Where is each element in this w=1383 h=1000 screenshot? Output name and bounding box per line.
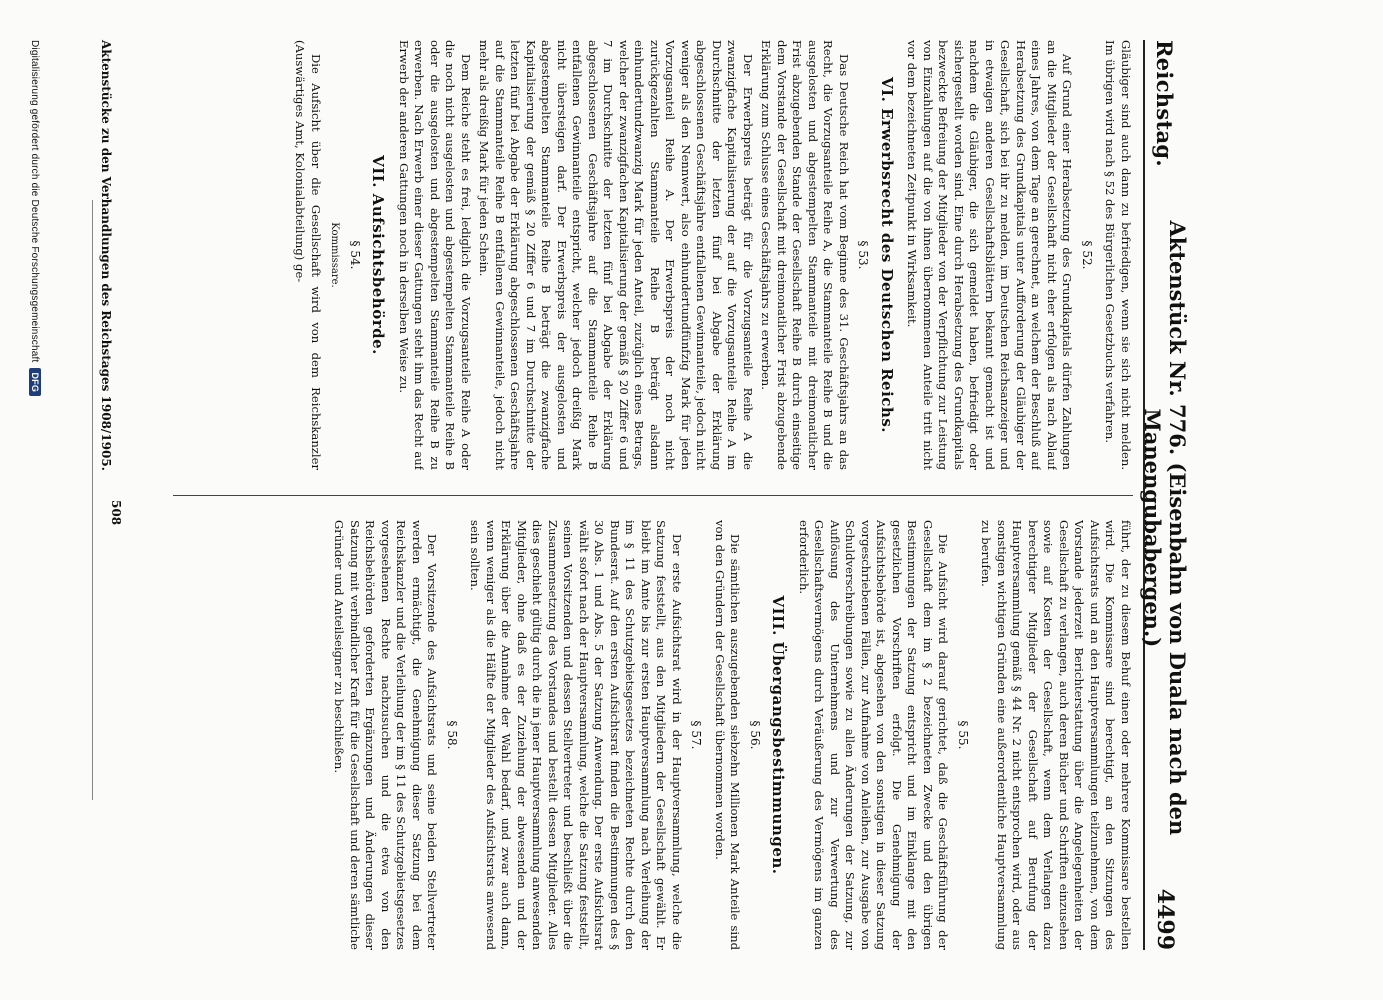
header-reichstag: Reichstag.	[1152, 40, 1178, 167]
right-text-column	[133, 520, 1133, 950]
paragraph: Die sämtlichen auszugebenden siebzehn Millionen Mark Anteile sind von den Gründern der Gesellschaft übernommen worden.	[713, 520, 743, 950]
page-header	[1140, 40, 1190, 950]
subheading: Kommissare.	[329, 222, 341, 288]
paragraph: Die Aufsicht über die Gesellschaft wird von dem Reichskanzler (Auswärtiges Amt, Kolonialabteilung) ge-	[293, 40, 323, 470]
paragraph-number: § 56.	[748, 720, 762, 750]
digitization-note	[29, 40, 41, 960]
paragraph: führt, der zu diesem Behuf einen oder mehrere Kommissare bestellen wird. Die Kommissare sind berechtigt, an den Sitzungen des Aufsichtsrats und an den Hauptversammlungen teilzunehmen, von dem Vorstande jederzeit Berichterstattung über die Angelegenheiten der Gesellschaft zu verlangen, auch deren Bücher und Schriften einzusehen sowie auf Kosten der Gesellschaft, wenn dem Verlangen dazu berechtigter Mitglieder der Gesellschaft auf Berufung der Hauptversammlung gemäß § 44 Nr. 2 nicht entsprochen wird, oder aus sonstigen wichtigen Gründen eine außerordentliche Hauptversammlung zu berufen.	[979, 520, 1133, 950]
paragraph: Der Erwerbspreis beträgt für die Vorzugsanteile Reihe A die zwanzigfache Kapitalisierung der auf die Vorzugsanteile Reihe A im Durchschnitte der letzten fünf bei Abgabe der Erklärung abgeschlossenen Geschäftsjahre entfallenen Gewinnanteile, jedoch nicht weniger als den Nennwert, also einhundertundfünfzig Mark für jeden Vorzugsanteil Reihe A. Der Erwerbspreis der noch nicht zurückgezahlten Stammanteile Reihe B beträgt alsdann einhundertundzwanzig Mark für jeden Anteil, zuzüglich eines Betrags, welcher der zwanzigfachen Kapitalisierung der gemäß § 20 Ziffer 6 und 7 im Durchschnitte der letzten fünf bei Abgabe der Erklärung abgeschlossenen Geschäftsjahre auf die Stammanteile Reihe B entfallenen Gewinnanteile entspricht, welcher jedoch dreißig Mark nicht übersteigen darf. Der Erwerbspreis der ausgelosten und abgestempelten Stammanteile Reihe B beträgt die zwanzigfache Kapitalisierung der gemäß § 20 Ziffer 6 und 7 im Durchschnitte der letzten fünf bei Abgabe der Erklärung abgeschlossenen Geschäftsjahre auf die Stammanteile Reihe B entfallenen Gewinnanteile, jedoch nicht mehr als dreißig Mark für jeden Schein.	[477, 40, 755, 470]
footer-publication: Aktenstücke zu den Verhandlungen des Reichstages 1908/1905.	[99, 40, 113, 471]
page-number: 4499	[1152, 888, 1178, 950]
paragraph: Die Aufsicht wird darauf gerichtet, daß die Geschäftsführung der Gesellschaft dem im § 2 bezeichneten Zwecke und den übrigen Bestimmungen der Satzung entspricht und im Einklange mit den gesetzlichen Vorschriften erfolgt. Die Genehmigung der Aufsichtsbehörde ist, abgesehen von den sonstigen in dieser Satzung vorgeschriebenen Fällen, zur Aufnahme von Anleihen, zur Ausgabe von Schuldverschreibungen sowie zu allen Änderungen der Satzung, zur Auflösung des Unternehmens und zur Verwertung des Gesellschaftsvermögens durch Veräußerung des Vermögens im ganzen erforderlich.	[797, 520, 951, 950]
section-heading: VI. Erwerbsrecht des Deutschen Reichs.	[878, 76, 896, 434]
paragraph-number: § 52.	[1080, 240, 1094, 270]
column-divider	[173, 495, 1133, 496]
paragraph-number: § 54.	[348, 240, 362, 270]
left-text-column	[133, 40, 1133, 470]
section-heading: VII. Aufsichtsbehörde.	[369, 155, 388, 355]
paragraph: Der Vorsitzende des Aufsichtsrats und seine beiden Stellvertreter werden ermächtigt, die Genehmigung dieser Satzung bei dem Reichskanzler und die Verleihung der im § 11 des Schutzgebietsgesetzes vorgesehenen Rechte nachzusuchen und die etwa von den Reichsbehörden geforderten Ergänzungen und Änderungen dieser Satzung mit verbindlicher Kraft für die Gesellschaft und deren sämtliche Gründer und Anteilseigner zu beschließen.	[332, 520, 440, 950]
paragraph-number: § 53.	[856, 240, 871, 270]
footer-page-number: 508	[109, 500, 123, 526]
paragraph-number: § 58.	[445, 720, 459, 750]
paragraph-number: § 57.	[689, 720, 704, 750]
paragraph-number: § 55.	[956, 720, 970, 750]
section-heading: VIII. Übergangsbestimmungen.	[769, 595, 788, 875]
header-title: Aktenstück Nr. 776. (Eisenbahn von Duala nach den Manengubabergen.)	[1140, 220, 1190, 836]
paragraph: Das Deutsche Reich hat vom Beginne des 31. Geschäftsjahrs an das Recht, die Vorzugsanteile Reihe A, die Stammanteile Reihe B und die ausgelosten und abgestempelten Stammanteile mit dreimonatlicher Frist abzugebenden Stande der Gesellschaft Reihe B durch einseitige dem Vorstande der Gesellschaft mit dreimonatlicher Frist abzugebende Erklärung zum Schlusse eines Geschäftsjahrs zu erwerben.	[759, 40, 851, 470]
paragraph: Auf Grund einer Herabsetzung des Grundkapitals dürfen Zahlungen an die Mitglieder der Gesellschaft nicht eher erfolgen als nach Ablauf eines Jahres, von dem Tage an gerechnet, an welchem der Beschluß auf Herabsetzung des Grundkapitals unter Aufforderung der Gläubiger der Gesellschaft, sich bei ihr zu melden, im Deutschen Reichsanzeiger und in etwaigen anderen Gesellschaftsblättern bekannt gemacht ist und nachdem die Gläubiger, die sich gemeldet haben, befriedigt oder sichergestellt worden sind. Eine durch Herabsetzung des Grundkapitals bezweckte Befreiung der Mitglieder von der Verpflichtung zur Leistung von Einzahlungen auf die von ihnen übernommenen Anteile tritt nicht vor dem bezeichneten Zeitpunkt in Wirksamkeit.	[905, 40, 1075, 470]
digitization-text: Digitalisierung gefördert durch die Deutsche Forschungsgemeinschaft	[29, 40, 41, 363]
paragraph: Der erste Aufsichtsrat wird in der Hauptversammlung, welche die Satzung feststellt, aus den Mitgliedern der Gesellschaft gewählt. Er bleibt im Amte bis zur ersten Hauptversammlung nach Verleihung der im § 11 des Schutzgebietsgesetzes bezeichneten Rechte durch den Bundesrat. Auf den ersten Aufsichtsrat finden die Bestimmungen des § 30 Abs. 1 und Abs. 5 der Satzung Anwendung. Der erste Aufsichtsrat wählt sofort nach der Hauptversammlung, welche die Satzung feststellt, seinen Vorsitzenden und dessen Stellvertreter und beschließt über die Zusammensetzung des Vorstandes und bestellt dessen Mitglieder. Alles dies geschieht gültig durch die in jener Hauptversammlung anwesenden Mitglieder, ohne daß es der Zuziehung der abwesenden und der Erklärung über die Annahme der Wahl bedarf, und zwar auch dann, wenn weniger als die Hälfte der Mitglieder des Aufsichtsrats anwesend sein sollten.	[468, 520, 684, 950]
footer-divider	[92, 200, 93, 800]
dfg-logo: DFG	[29, 368, 41, 396]
paragraph: Dem Reiche steht es frei, lediglich die Vorzugsanteile Reihe A oder die noch nicht ausgelosten und abgestempelten Stammanteile Reihe B oder die ausgelosten und abgestempelten Stammanteile Reihe B zu erwerben. Nach Erwerb einer dieser Gattungen steht ihm das Recht auf Erwerb der anderen Gattungen noch in derselben Weise zu.	[397, 40, 473, 470]
paragraph: Gläubiger sind auch dann zu befriedigen, wenn sie sich nicht melden. Im übrigen wird nach § 52 des Bürgerlichen Gesetzbuchs verfahren.	[1103, 40, 1133, 470]
